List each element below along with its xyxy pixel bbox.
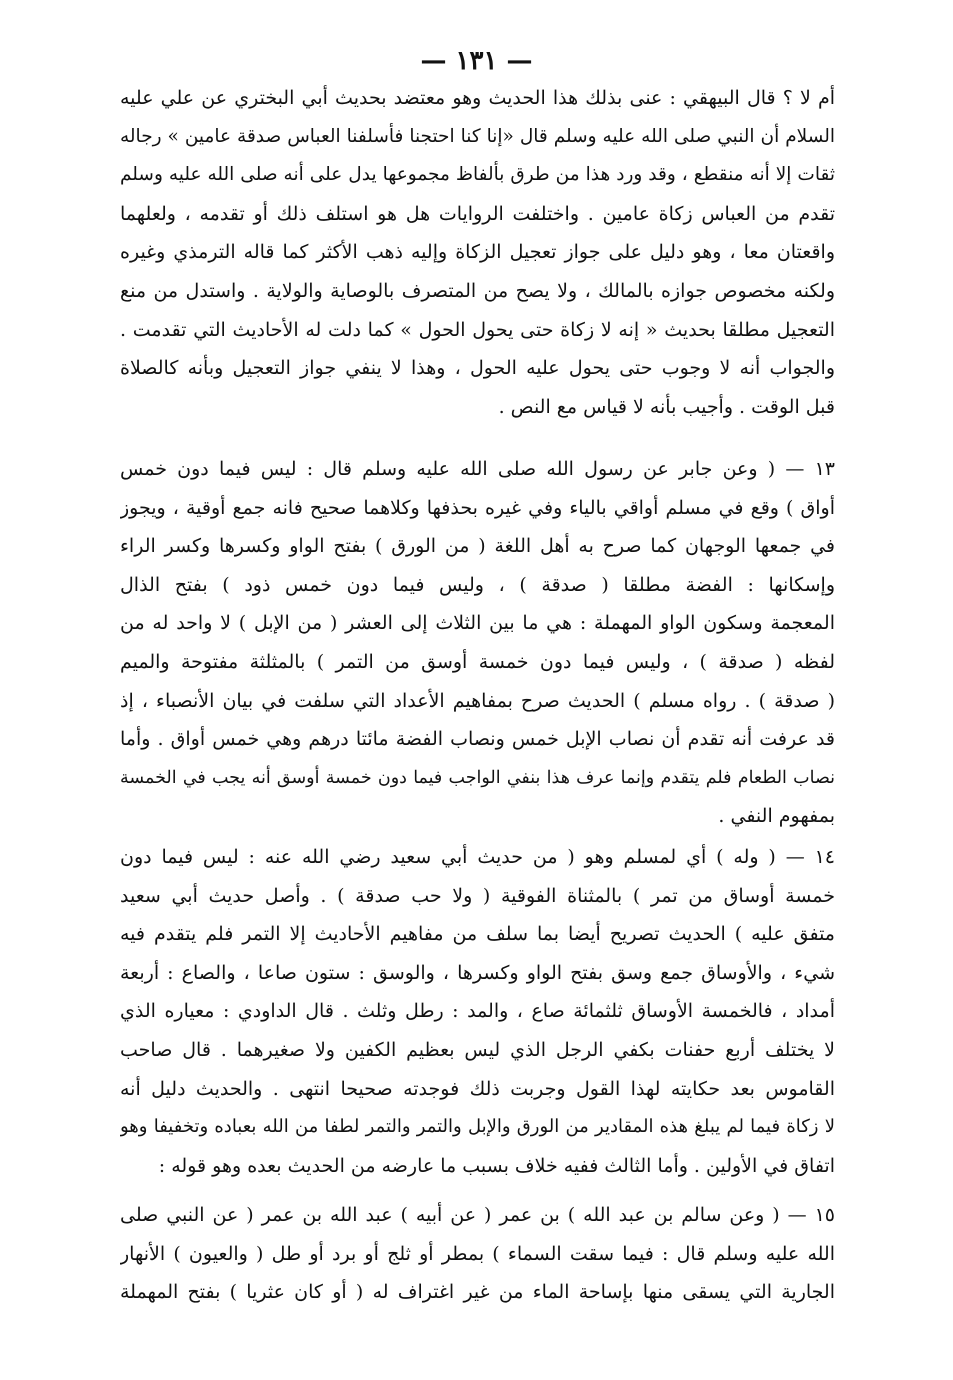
text-line: التعجيل مطلقا بحديث « إنه لا زكاة حتى يحول الحول » كما دلت له الأحاديث التي تقدمت .	[120, 318, 835, 341]
text-line: قد عرفت أنه تقدم أن نصاب الإبل خمس ونصاب الفضة مائتا درهم وهي خمس أواق . وأما	[120, 728, 835, 751]
text-line: اتفاق في الأولين . وأما الثالث ففيه خلاف بسبب ما عارضه من الحديث بعده وهو قوله :	[158, 1154, 835, 1177]
text-line: لا يختلف أربع حفنات بكفي الرجل الذي ليس بعظيم الكفين ولا صغيرهما . قال صاحب	[120, 1038, 835, 1061]
text-line: ١٤ — ( وله ) أي لمسلم وهو ( من حديث أبي سعيد رضي الله عنه : ليس فيما دون	[120, 846, 835, 868]
text-line: خمسة أوساق من تمر ) بالمثناة الفوقية ( ولا حب صدقة ) . وأصل حديث أبي سعيد	[120, 884, 835, 907]
paragraph-hadith-13	[120, 450, 835, 836]
paragraph-continuation	[120, 79, 835, 426]
text-line: أمداد ، فالخمسة الأوساق ثلثمائة صاع ، والمد : رطل وثلث . قال الداودي : معياره الذي	[120, 1000, 835, 1023]
text-line: أواق ) وقع في مسلم أواقي بالياء وفي غيره بحذفها وكلاهما صحيح فانه جمع أوقية ، ويجوز	[120, 496, 835, 519]
text-line: واقعتان معا ، وهو دليل على جواز تعجيل الزكاة وإليه ذهب الأكثر كما قاله الترمذي وغيره	[120, 241, 835, 264]
text-line: شيء ، والأوساق جمع وسق بفتح الواو وكسرها ، والوسق : ستون صاعا ، والصاع : أربعة	[120, 961, 835, 984]
text-line: تقدم من العباس زكاة عامين . واختلفت الروايات هل هو استلف ذلك أو تقدمه ، ولعلهما	[120, 202, 835, 225]
text-line: بمفهوم النفي .	[718, 805, 835, 828]
text-line: لفظه ( صدقة ) ، وليس فيما دون خمسة أوسق من التمر ) بالمثلثة مفتوحة والميم	[120, 650, 835, 673]
paragraph-hadith-15	[120, 1196, 835, 1312]
text-line: لا زكاة فيما لم يبلغ هذه المقادير من الورق والإبل والتمر والتمر لطفا من الله بعباده وتخفيفا وهو	[120, 1116, 835, 1138]
paragraph-hadith-14	[120, 838, 835, 1185]
text-line: متفق عليه ) الحديث تصريح أيضا بما سلف من مفاهيم الأحاديث إلا التمر فلم يتقدم فيه	[120, 923, 835, 946]
text-line: ( صدقة ) . رواه مسلم ) الحديث صرح بمفاهيم الأعداد التي سلفت في بيان الأنصباء ، إذ	[120, 689, 835, 712]
text-line: الله عليه وسلم قال : فيما سقت السماء ) بمطر أو ثلج أو برد أو طل ( والعيون ) الأنهار	[120, 1242, 835, 1265]
text-line: ١٣ — ( وعن جابر عن رسول الله صلى الله عليه وسلم قال : ليس فيما دون خمس	[120, 458, 835, 480]
page-number: — ١٣١ —	[420, 46, 533, 76]
text-line: ولكنه مخصوص جوازه بالمالك ، ولا يصح من المتصرف بالوصاية والولاية . واستدل من منع	[120, 279, 835, 302]
text-line: قبل الوقت . وأجيب بأنه لا قياس مع النص .	[498, 395, 835, 418]
text-line: أم لا ؟ قال البيهقي : عنى بذلك هذا الحديث وهو معتضد بحديث أبي البختري عن علي عليه	[120, 87, 835, 109]
text-line: القاموس بعد حكايته لهذا القول وجربت ذلك فوجدته صحيحا انتهى . والحديث دليل أنه	[120, 1077, 835, 1100]
text-line: الجارية التي يسقى منها بإساحة الماء من غير اغتراف له ( أو كان عثريا ) بفتح المهملة	[120, 1281, 835, 1304]
text-line: وإسكانها : الفضة مطلقا ( صدقة ) ، وليس فيما دون خمس ذود ) بفتح الذال	[120, 573, 835, 596]
text-line: السلام أن النبي صلى الله عليه وسلم قال «إنا كنا احتجنا فأسلفنا العباس صدقة عامين » رجاله	[120, 125, 835, 147]
text-line: ثقات إلا أنه منقطع ، وقد ورد هذا من طرق بألفاظ مجموعها يدل على أنه صلى الله عليه وسلم	[120, 164, 835, 186]
text-line: المعجمة وسكون الواو المهملة : هي ما بين الثلاث إلى العشر ( من الإبل ) لا واحد له من	[120, 612, 835, 635]
text-line: في جمعها الوجهان كما صرح به أهل اللغة ( من الورق ) بفتح الواو وكسرها وكسر الراء	[120, 535, 835, 558]
text-line: ١٥ — ( وعن سالم بن عبد الله ) بن عمر ( عن أبيه ) عبد الله بن عمر ( عن النبي صلى	[120, 1204, 835, 1226]
text-line: نصاب الطعام فلم يتقدم وإنما عرف هذا بنفي الواجب فيما دون خمسة أوسق أنه يجب في الخمسة	[120, 767, 835, 788]
text-line: والجواب أنه لا وجوب حتى يحول عليه الحول ، وهذا لا ينفي جواز التعجيل وبأنه كالصلاة	[120, 357, 835, 380]
